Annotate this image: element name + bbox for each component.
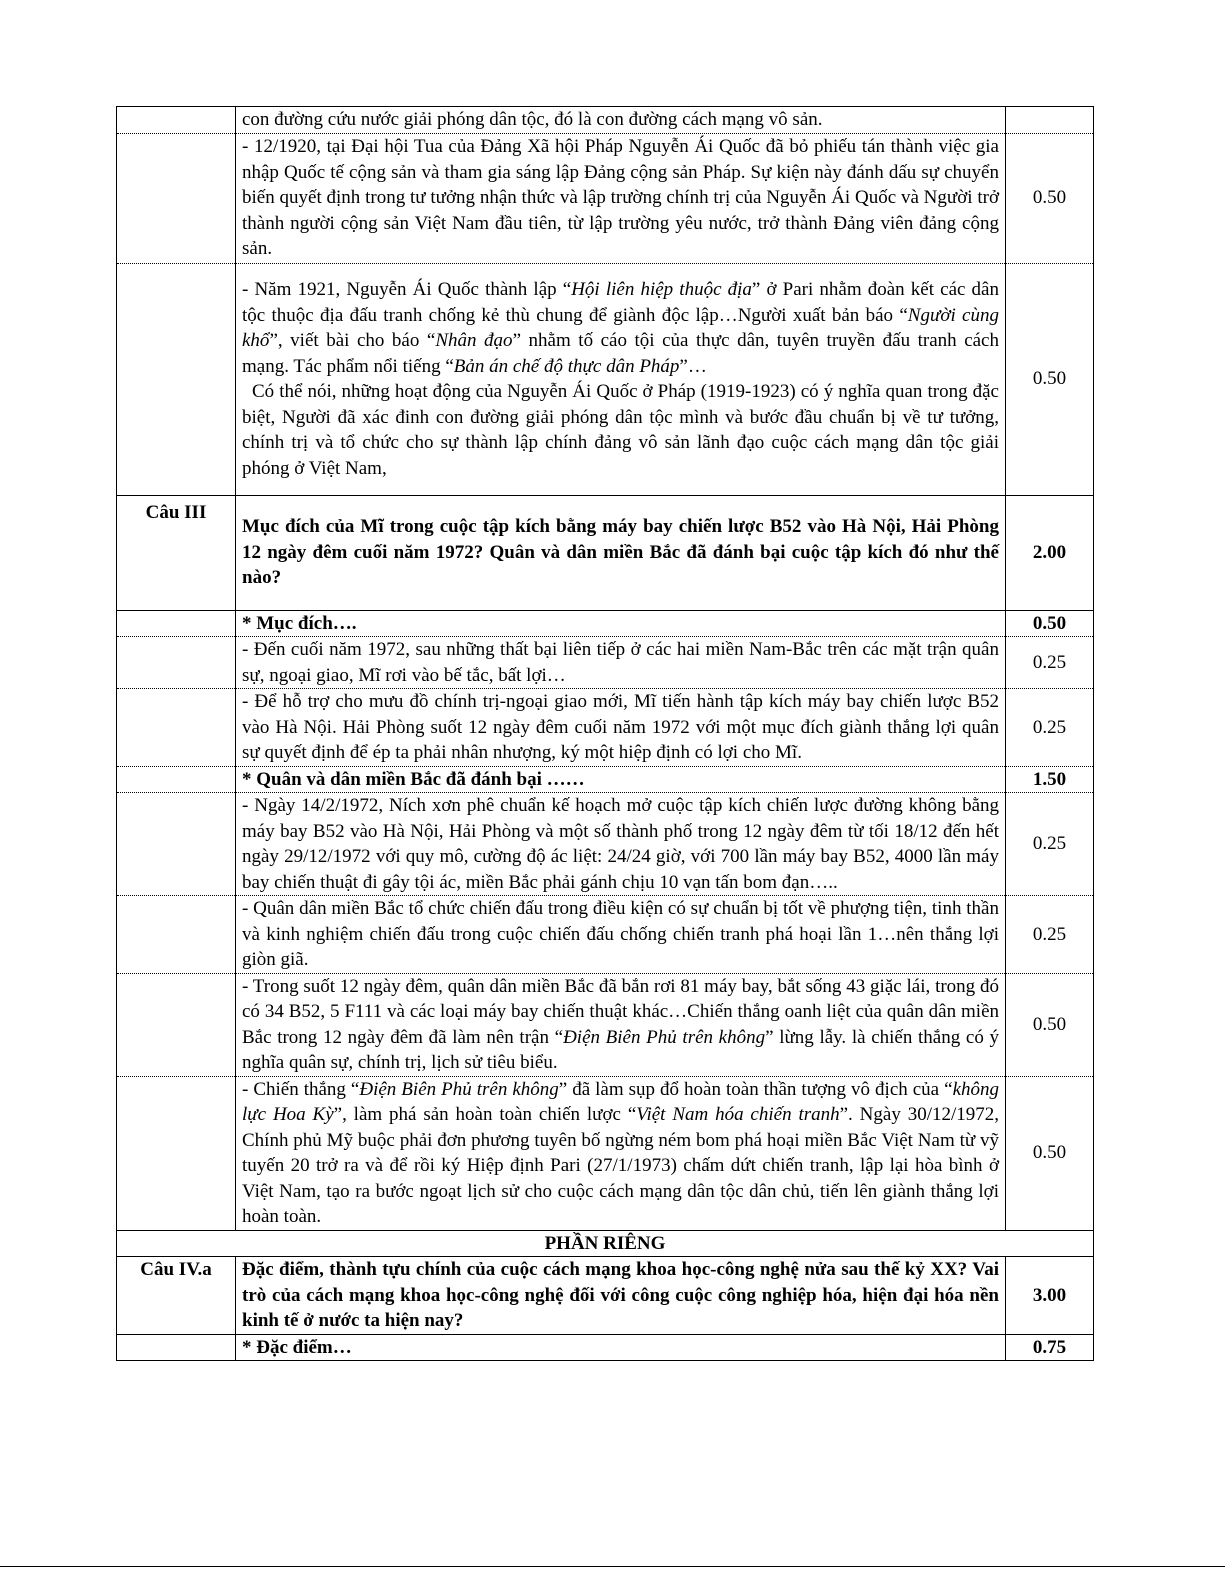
table-row (117, 107, 1094, 134)
table-row (117, 973, 1094, 1076)
question-cell (117, 1334, 236, 1361)
answer-text (236, 263, 1006, 495)
question-cell (117, 689, 236, 767)
italic-text: Điện Biên Phủ trên không (359, 1078, 559, 1100)
table-row (117, 1076, 1094, 1230)
italic-text: Bản án chế độ thực dân Pháp (453, 355, 680, 377)
answer-key-table (116, 106, 1094, 1361)
text-run: ” lừng lẫy. là chiến thắng có ý nghĩa quân sự, chính trị, lịch sử tiêu biểu. (242, 1026, 999, 1073)
text-run: ”, viết bài cho báo “ (269, 330, 436, 351)
italic-text: Việt Nam hóa chiến tranh (636, 1104, 840, 1125)
score-cell: 0.25 (1006, 896, 1094, 974)
question-cell (117, 793, 236, 896)
score-cell: 0.25 (1006, 793, 1094, 896)
answer-text: con đường cứu nước giải phóng dân tộc, đó là con đường cách mạng vô sản. (236, 107, 1006, 134)
question-cell (117, 637, 236, 689)
text-run: ”… (679, 355, 707, 377)
text-run: ” đã làm sụp đổ hoàn toàn thần tượng vô địch của “ (558, 1078, 953, 1100)
question-cell (117, 896, 236, 974)
answer-text: - 12/1920, tại Đại hội Tua của Đảng Xã hội Pháp Nguyễn Ái Quốc đã bỏ phiếu tán thành việc gia nhập Quốc tế cộng sản và tham gia sáng lập Đảng cộng sản Pháp. Sự kiện này đánh dấu sự chuyển biến quyết định trong tư tưởng nhận thức và lập trường chính trị của Nguyễn Ái Quốc và Người trở thành người cộng sản Việt Nam đầu tiên, từ lập trường yêu nước, trở thành Đảng viên đảng cộng sản. (236, 133, 1006, 263)
question-cell (117, 263, 236, 495)
table-row (117, 637, 1094, 689)
table-row (117, 689, 1094, 767)
answer-text: - Ngày 14/2/1972, Ních xơn phê chuẩn kế hoạch mở cuộc tập kích chiến lược đường không bằng máy bay B52 vào Hà Nội, Hải Phòng và một số thành phố trong 12 ngày đêm từ tối 18/12 đến hết ngày 29/12/1972 với quy mô, cường độ ác liệt: 24/24 giờ, với 700 lần máy bay B52, 4000 lần máy bay chiến thuật đi gây tội ác, miền Bắc phải gánh chịu 10 vạn tấn bom đạn….. (236, 793, 1006, 896)
text-run: - Chiến thắng “ (242, 1078, 360, 1100)
answer-text: - Đến cuối năm 1972, sau những thất bại liên tiếp ở các hai miền Nam-Bắc trên các mặt trận quân sự, ngoại giao, Mĩ rơi vào bế tắc, bất lợi… (236, 637, 1006, 689)
score-cell: 1.50 (1006, 766, 1094, 793)
section-title: PHẦN RIÊNG (117, 1230, 1094, 1257)
section-heading: * Mục đích…. (236, 610, 1006, 637)
table-row (117, 263, 1094, 495)
question-cell (117, 107, 236, 134)
answer-text (236, 1076, 1006, 1230)
table-row (117, 1257, 1094, 1335)
score-cell: 0.25 (1006, 689, 1094, 767)
italic-text: Điện Biên Phủ trên không (563, 1026, 766, 1048)
table-row (117, 793, 1094, 896)
question-label: Câu III (117, 495, 236, 610)
answer-text (236, 973, 1006, 1076)
table-row (117, 1334, 1094, 1361)
score-cell: 0.75 (1006, 1334, 1094, 1361)
italic-text: Nhân đạo (435, 330, 513, 351)
question-cell (117, 133, 236, 263)
table-row (117, 610, 1094, 637)
text-run: ”. Ngày 30/12/1972, Chính phủ Mỹ buộc phải đơn phương tuyên bố ngừng ném bom phá hoại miền Bắc Việt Nam từ vỹ tuyến 20 trở ra và để rồi ký Hiệp định Pari (27/1/1973) chấm dứt chiến tranh, lập lại hòa bình ở Việt Nam, tạo ra bước ngoạt lịch sử cho cuộc cách mạng dân tộc dân chủ, tiến lên giành thắng lợi hoàn toàn. (242, 1104, 999, 1227)
score-cell: 0.50 (1006, 1076, 1094, 1230)
question-cell (117, 766, 236, 793)
score-cell: 2.00 (1006, 495, 1094, 610)
table-row (117, 1230, 1094, 1257)
text-run: ”, làm phá sản hoàn toàn chiến lược “ (333, 1104, 637, 1125)
section-heading: * Quân và dân miền Bắc đã đánh bại …… (236, 766, 1006, 793)
table-row (117, 495, 1094, 610)
question-cell (117, 973, 236, 1076)
answer-text: - Quân dân miền Bắc tổ chức chiến đấu trong điều kiện có sự chuẩn bị tốt về phượng tiện, tinh thần và kinh nghiệm chiến đấu trong cuộc chiến đấu chống chiến tranh phá hoại lần 1…nên thắng lợi giòn giã. (236, 896, 1006, 974)
section-heading: * Đặc điểm… (236, 1334, 1006, 1361)
score-cell: 0.50 (1006, 263, 1094, 495)
question-label: Câu IV.a (117, 1257, 236, 1335)
score-cell: 0.50 (1006, 973, 1094, 1076)
score-cell: 0.50 (1006, 133, 1094, 263)
question-text: Đặc điểm, thành tựu chính của cuộc cách mạng khoa học-công nghệ nửa sau thế kỷ XX? Vai trò của cách mạng khoa học-công nghệ đối với công cuộc công nghiệp hóa, hiện đại hóa nền kinh tế ở nước ta hiện nay? (236, 1257, 1006, 1335)
table-row (117, 133, 1094, 263)
page-bottom-rule (0, 1566, 1225, 1567)
text-run: ” ở Pari nhằm đoàn kết các dân tộc thuộc địa đấu tranh chống kẻ thù chung để giành độc lập…Người xuất bản báo “ (242, 279, 999, 326)
table-row (117, 766, 1094, 793)
score-cell: 0.50 (1006, 610, 1094, 637)
question-cell (117, 610, 236, 637)
question-cell (117, 1076, 236, 1230)
text-run: - Trong suốt 12 ngày đêm, quân dân miền Bắc đã bắn rơi 81 máy bay, bắt sống 43 giặc lái, trong đó có 34 B52, 5 F111 và các loại máy bay chiến thuật khác…Chiến thắng oanh liệt của quân dân miền Bắc trong 12 ngày đêm đã làm nên trận “ (242, 975, 999, 1048)
text-run: - Năm 1921, Nguyễn Ái Quốc thành lập “ (242, 279, 572, 300)
table-row (117, 896, 1094, 974)
paragraph: Có thể nói, những hoạt động của Nguyễn Ái Quốc ở Pháp (1919-1923) có ý nghĩa quan trong đặc biệt, Người đã xác đinh con đường giải phóng dân tộc mình và bước đầu chuẩn bị về tư tưởng, chính trị và tổ chức cho sự thành lập chính đảng vô sản lãnh đạo cuộc cách mạng dân tộc giải phóng ở Việt Nam, (242, 381, 999, 479)
question-text: Mục đích của Mĩ trong cuộc tập kích bằng máy bay chiến lược B52 vào Hà Nội, Hải Phòng 12 ngày đêm cuối năm 1972? Quân và dân miền Bắc đã đánh bại cuộc tập kích đó như thế nào? (236, 495, 1006, 610)
italic-text: Hội liên hiệp thuộc địa (571, 279, 752, 300)
score-cell: 3.00 (1006, 1257, 1094, 1335)
score-cell: 0.25 (1006, 637, 1094, 689)
italic-text: không lực Hoa Kỳ (242, 1078, 999, 1125)
text-run: ” nhằm tố cáo tội của thực dân, tuyên truyền đấu tranh cách mạng. Tác phẩm nổi tiếng “ (242, 330, 999, 377)
answer-text: - Để hỗ trợ cho mưu đồ chính trị-ngoại giao mới, Mĩ tiến hành tập kích máy bay chiến lược B52 vào Hà Nội. Hải Phòng suốt 12 ngày đêm cuối năm 1972 với một mục đích giành thắng lợi quân sự quyết định để ép ta phải nhân nhượng, ký một hiệp định có lợi cho Mĩ. (236, 689, 1006, 767)
score-cell (1006, 107, 1094, 134)
italic-text: Người cùng khổ (242, 304, 999, 351)
